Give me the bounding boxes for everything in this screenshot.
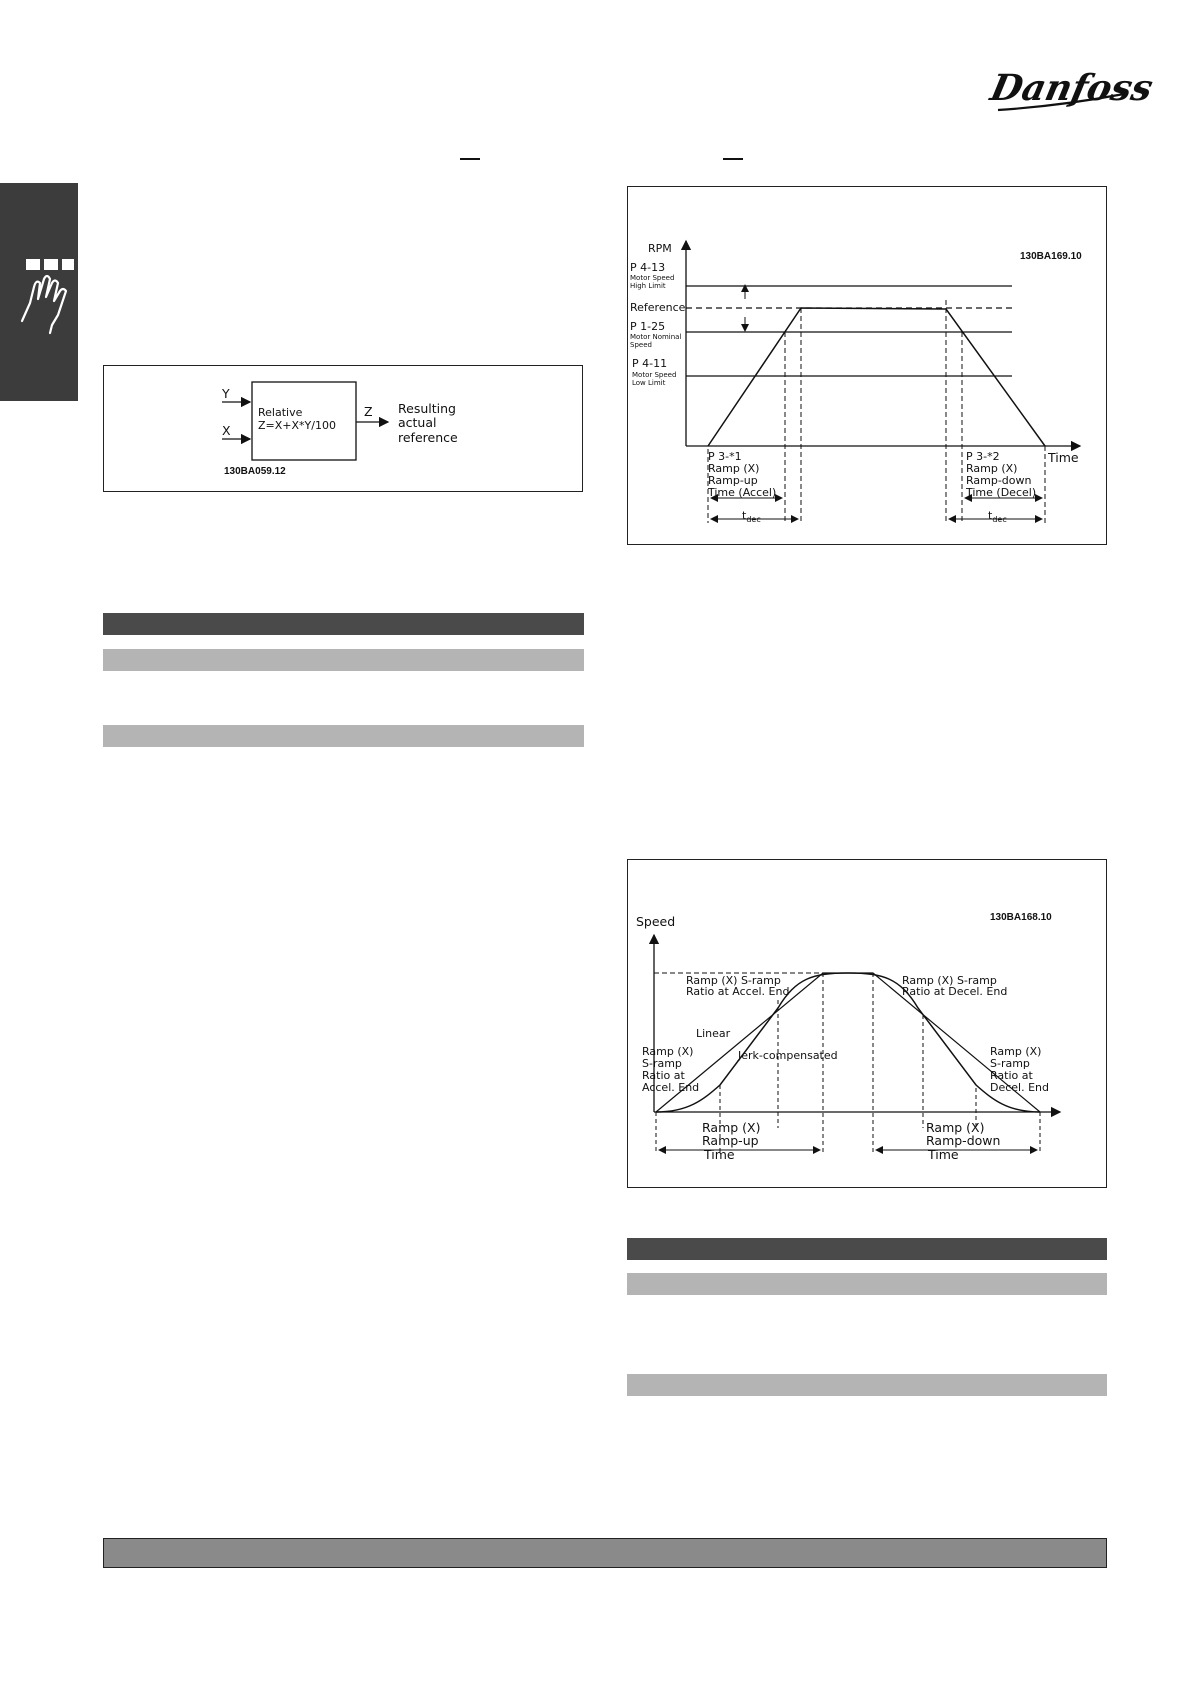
p413-label: P 4-13 [630, 261, 666, 274]
danfoss-logo [986, 66, 1157, 118]
speed-axis-label: Speed [636, 914, 676, 929]
ramp-up-line-1: P 3-*1 [708, 450, 742, 463]
speed-sramp-diagram [628, 860, 1105, 1186]
left-sramp-line-4: Accel. End [642, 1081, 700, 1094]
tdec-left-label: $t_{dec}$ [742, 509, 761, 524]
ramp-up-line-2: Ramp (X) [708, 462, 760, 475]
ramp-down-line-4: Time (Decel) [966, 486, 1037, 499]
ramp-up-time-line-2: Ramp-up [702, 1133, 759, 1148]
right-sramp-line-3: Ratio at [990, 1069, 1033, 1082]
input-x-label: X [222, 423, 231, 438]
p125-desc-2: Speed [630, 341, 652, 349]
ramp-up-time-line-3: Time [704, 1147, 735, 1162]
accel-end-line-1: Ramp (X) S-ramp [686, 974, 781, 987]
ramp-down-line-2: Ramp (X) [966, 462, 1018, 475]
right-section-header-bar [627, 1238, 1107, 1260]
right-parameter-bar-1 [627, 1273, 1107, 1295]
rpm-ramp-profile [708, 308, 1045, 446]
p411-desc-1: Motor Speed [632, 371, 677, 379]
output-z-label: Z [364, 404, 373, 419]
reference-label: Reference [630, 301, 686, 314]
ramp-down-line-3: Ramp-down [966, 474, 1032, 487]
figure-id: 130BA059.12 [224, 466, 286, 477]
right-sramp-line-4: Decel. End [990, 1081, 1050, 1094]
result-line-2: actual [398, 415, 437, 430]
decel-end-line-1: Ramp (X) S-ramp [902, 974, 997, 987]
hand-pointer-icon [0, 183, 78, 401]
section-side-tab [0, 183, 78, 401]
p411-label: P 4-11 [632, 357, 668, 370]
left-sramp-line-2: S-ramp [642, 1057, 682, 1070]
header-rule-right [723, 158, 743, 160]
result-line-3: reference [398, 430, 458, 445]
rpm-ramp-figure [627, 186, 1107, 545]
ramp-down-time-line-1: Ramp (X) [926, 1120, 985, 1135]
decel-end-line-2: Ratio at Decel. End [902, 985, 1008, 998]
accel-end-line-2: Ratio at Accel. End [686, 985, 790, 998]
block-formula: Z=X+X*Y/100 [258, 419, 336, 432]
right-sramp-line-1: Ramp (X) [990, 1045, 1042, 1058]
p411-desc-2: Low Limit [632, 379, 666, 387]
time-axis-label: Time [1048, 450, 1079, 465]
left-parameter-bar-2 [103, 725, 584, 747]
ramp-up-line-3: Ramp-up [708, 474, 758, 487]
right-parameter-bar-2 [627, 1374, 1107, 1396]
ramp-down-time-line-2: Ramp-down [926, 1133, 1001, 1148]
relative-block-diagram [104, 366, 581, 490]
p413-desc-1: Motor Speed [630, 274, 675, 282]
p413-desc-2: High Limit [630, 282, 666, 290]
p125-desc-1: Motor Nominal [630, 333, 682, 341]
speed-figure-id: 130BA168.10 [990, 912, 1052, 923]
p125-label: P 1-25 [630, 320, 666, 333]
tdec-right-label: $t_{dec}$ [988, 509, 1007, 524]
linear-label: Linear [696, 1027, 731, 1040]
footer-bar [103, 1538, 1107, 1568]
relative-reference-figure [103, 365, 583, 492]
block-title: Relative [258, 406, 303, 419]
speed-sramp-figure [627, 859, 1107, 1188]
left-section-header-bar [103, 613, 584, 635]
rpm-ramp-diagram [628, 187, 1105, 543]
jerk-compensated-label: Jerk-compensated [738, 1049, 838, 1062]
left-parameter-bar-1 [103, 649, 584, 671]
right-sramp-line-2: S-ramp [990, 1057, 1030, 1070]
danfoss-logo-text: Danfoss [986, 66, 1157, 109]
ramp-down-line-1: P 3-*2 [966, 450, 1000, 463]
result-line-1: Resulting [398, 401, 456, 416]
ramp-up-line-4: Time (Accel) [708, 486, 777, 499]
header-rule-left [460, 158, 480, 160]
ramp-down-time-line-3: Time [928, 1147, 959, 1162]
rpm-axis-label: RPM [648, 242, 672, 255]
left-sramp-line-1: Ramp (X) [642, 1045, 694, 1058]
left-sramp-line-3: Ratio at [642, 1069, 685, 1082]
ramp-up-time-line-1: Ramp (X) [702, 1120, 761, 1135]
rpm-figure-id: 130BA169.10 [1020, 251, 1082, 262]
input-y-label: Y [222, 386, 230, 401]
